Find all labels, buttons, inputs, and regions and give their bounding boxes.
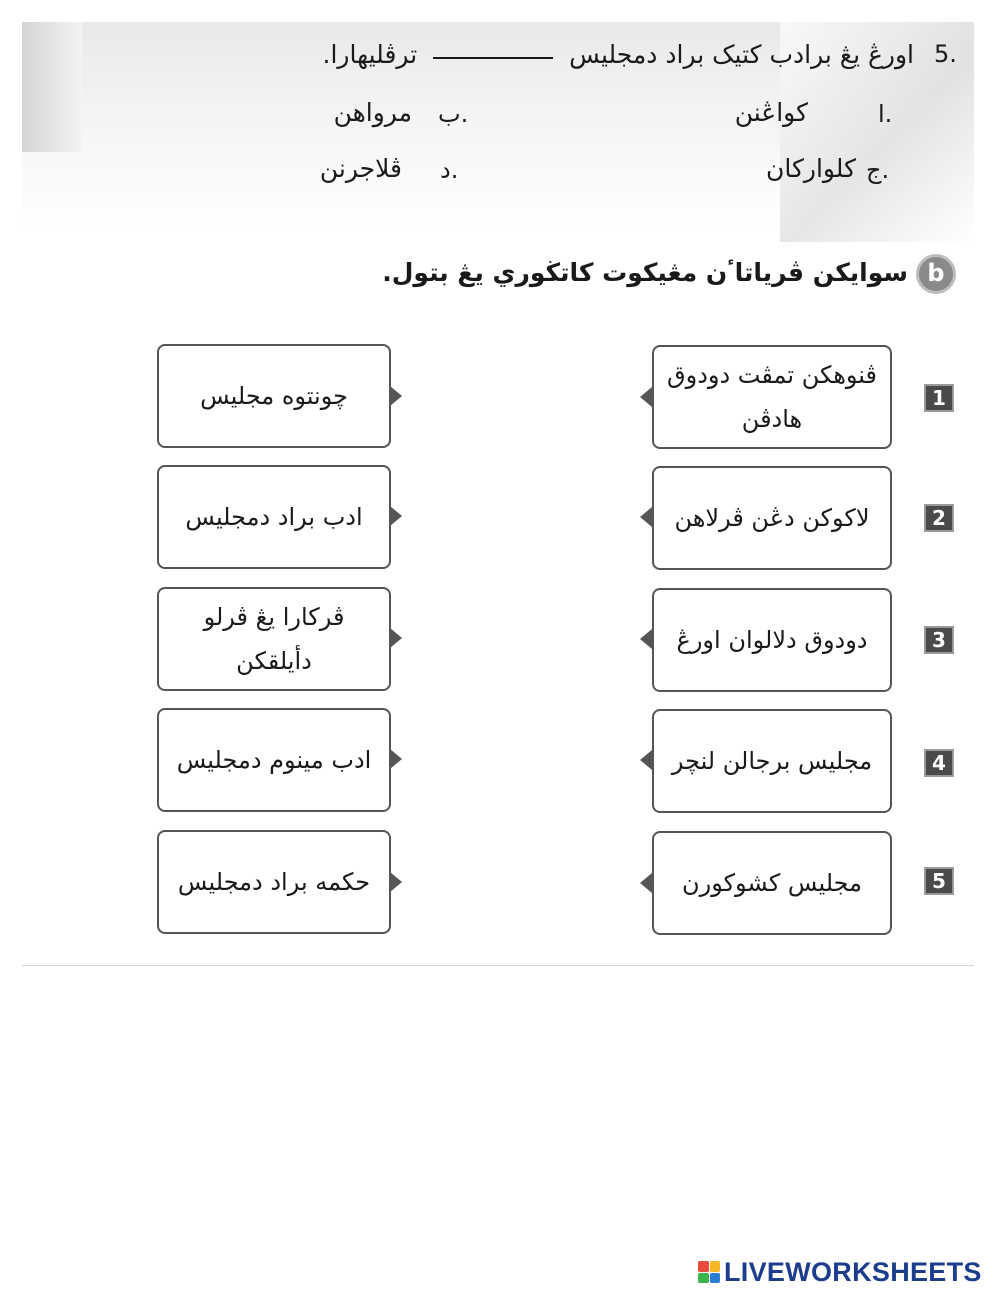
logo-tile-3 [698,1273,709,1284]
item-number-4: 4 [924,749,954,777]
logo-tile-1 [698,1261,709,1272]
option-d-mark: د. [440,156,459,184]
connector-right-5[interactable] [390,872,402,892]
connector-right-1[interactable] [390,386,402,406]
connector-right-2[interactable] [390,506,402,526]
option-b-text[interactable]: مرواهن [333,98,412,127]
connector-left-5[interactable] [640,873,652,893]
question-text [323,40,914,69]
match-right-box-1[interactable]: چونتوه مجليس [157,344,391,448]
liveworksheets-logo-icon [698,1261,720,1283]
match-left-box-5[interactable]: مجليس كشوكورن [652,831,892,935]
match-left-box-3[interactable]: دودوق دلالوان اورڠ [652,588,892,692]
match-right-box-5[interactable]: حكمه براد دمجليس [157,830,391,934]
connector-right-3[interactable] [390,628,402,648]
option-a-mark: ا. [878,100,893,128]
connector-left-4[interactable] [640,750,652,770]
section-b-badge: b [916,254,956,294]
liveworksheets-logo[interactable] [698,1257,982,1287]
option-c-mark: ج. [866,156,890,184]
match-right-box-2[interactable]: ادب براد دمجليس [157,465,391,569]
section-b-instruction: سوايكن ڤرياتاٴن مڠيكوت كاتڬوري يڠ بتول. [382,258,908,287]
question-text-after: ترڤليهارا. [322,40,418,69]
connector-left-3[interactable] [640,629,652,649]
connector-left-1[interactable] [640,387,652,407]
question-number: 5. [934,40,957,68]
item-number-1: 1 [924,384,954,412]
option-c-text[interactable]: كلواركان [766,154,856,183]
match-right-box-3[interactable]: ڤركارا يڠ ڤرلو دأيلقكن [157,587,391,691]
logo-tile-2 [710,1261,721,1272]
connector-left-2[interactable] [640,507,652,527]
match-left-box-2[interactable]: لاكوكن دڠن ڤرلاهن [652,466,892,570]
match-right-box-4[interactable]: ادب مينوم دمجليس [157,708,391,812]
answer-blank[interactable] [433,57,553,59]
option-b-mark: ب. [438,100,469,128]
liveworksheets-logo-text: LIVEWORKSHEETS [724,1256,982,1287]
match-left-box-1[interactable]: ڤنوهكن تمڤت دودوق هادڤن [652,345,892,449]
option-d-text[interactable]: ڤلاجرنن [319,154,402,183]
option-a-text[interactable]: كواڠنن [734,98,808,127]
match-left-box-4[interactable]: مجليس برجالن لنچر [652,709,892,813]
question-text-before: اورڠ يڠ برادب كتيک براد دمجليس [569,40,914,69]
item-number-3: 3 [924,626,954,654]
logo-tile-4 [710,1273,721,1284]
connector-right-4[interactable] [390,749,402,769]
item-number-2: 2 [924,504,954,532]
item-number-5: 5 [924,867,954,895]
